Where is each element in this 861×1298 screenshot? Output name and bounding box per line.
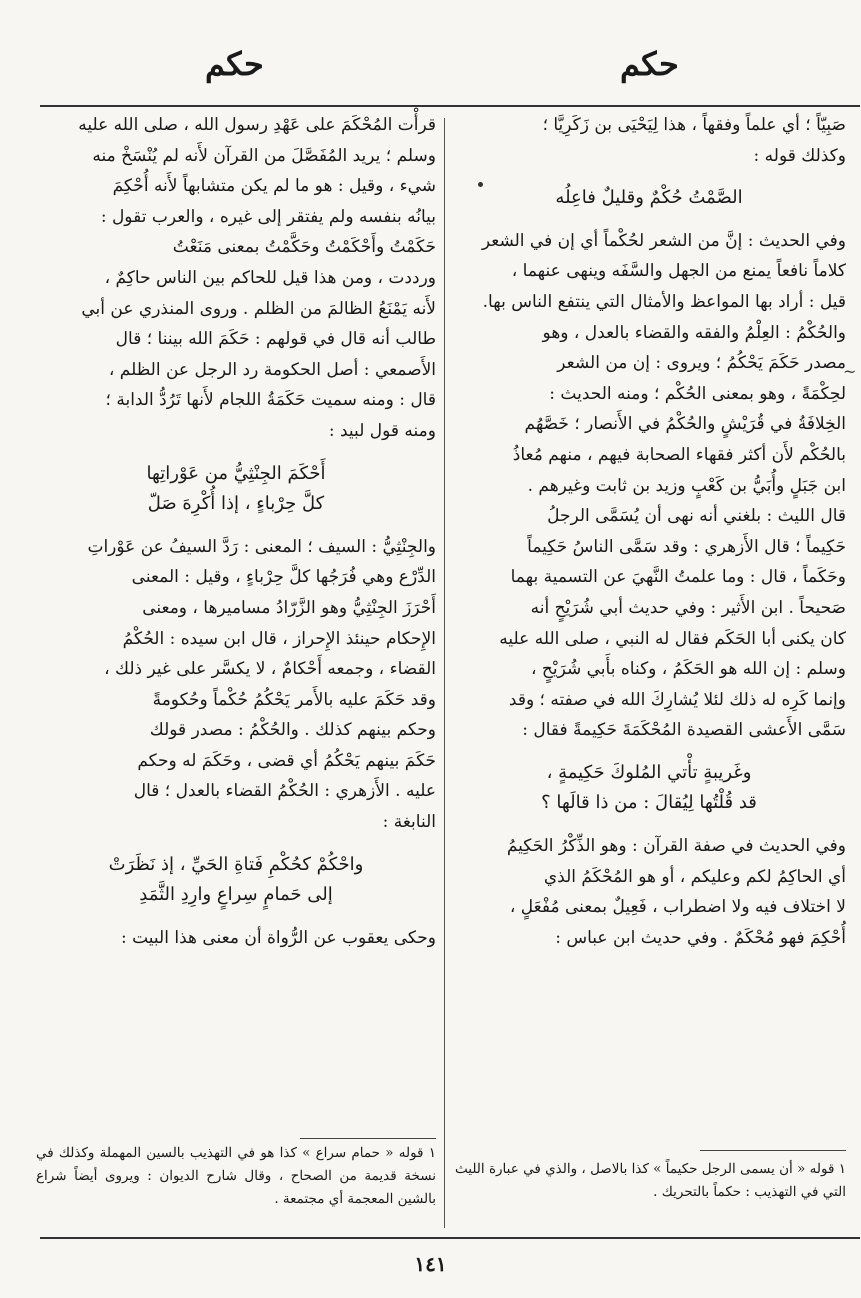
text-line: أَحْرَزَ الجِنْثِيُّ وهو الزَّرّادُ مساميرها ، ومعنى	[142, 597, 436, 618]
text-line: شيء ، وقيل : هو ما لم يكن متشابهاً لأَنه أُحْكِمَ	[112, 176, 436, 197]
text-line: وحَكَماً ، قال : وما علمتُ النَّهيَ عن التسمية بهما	[510, 567, 846, 588]
text-line: ومنه قول لبيد :	[328, 420, 436, 441]
verse-line: كلَّ حِرْباءٍ ، إذا أُكْرِهَ صَلّ	[147, 493, 325, 515]
header-rule	[40, 105, 860, 107]
text-line: والجِنْثِيُّ : السيف ؛ المعنى : رَدَّ السيفُ عن عَوْراتِ	[87, 536, 436, 557]
text-line: وحكم بينهم كذلك . والحُكْمُ : مصدر قولك	[149, 720, 436, 741]
text-line: طالب أنه قال في قولهم : حَكَمَ الله بيننا ؛ قال	[115, 329, 436, 350]
text-line: كلاماً نافعاً يمنع من الجهل والسَّفَه وينهى عنهما ،	[511, 261, 846, 282]
footnote-rule-left	[300, 1138, 436, 1139]
verse-line: أَحْكَمَ الجِنْثِيُّ من عَوْراتِها	[146, 462, 326, 484]
text-line: كان يكنى أبا الحَكَم فقال له النبي ، صلى الله عليه	[499, 628, 846, 649]
text-line: لحِكْمَةً ، وهو بمعنى الحُكْم ؛ ومنه الحديث :	[549, 383, 846, 404]
text-line: صَبِيّاً ؛ أي علماً وفقهاً ، هذا لِيَحْيَى بن زَكَرِيَّا ؛	[542, 115, 846, 135]
text-line: وقد حَكَمَ عليه بالأَمر يَحْكُمُ حُكْماً وحُكومةً	[152, 689, 436, 710]
text-line: وفي الحديث : إنَّ من الشعر لحُكْماً أي إن في الشعر	[481, 230, 846, 251]
margin-mark: ~	[843, 362, 857, 381]
text-line: قيل : أراد بها المواعظ والأمثال التي ينتفع الناس بها.	[482, 291, 846, 312]
text-line: وكذلك قوله :	[753, 145, 846, 166]
page-number: ١٤١	[414, 1252, 447, 1276]
left-column	[36, 110, 436, 953]
text-line: وفي الحديث في صفة القرآن : وهو الذِّكْرُ الحَكِيمُ	[506, 836, 846, 857]
text-line: النابغة :	[382, 812, 436, 833]
column-divider	[444, 118, 445, 1228]
text-line: أُحْكِمَ فهو مُحْكَمٌ . وفي حديث ابن عباس :	[555, 927, 846, 948]
footnote-rule-right	[700, 1150, 846, 1151]
text-line: لا اختلاف فيه ولا اضطراب ، فَعِيلٌ بمعنى مُفْعَلٍ ،	[509, 897, 846, 918]
text-line: حَكِيماً ؛ قال الأَزهري : وقد سَمَّى الناسُ حَكِيماً	[527, 536, 846, 557]
text-line: الخِلافَةُ في قُرَيْشٍ والحُكْمُ في الأَنصار ؛ خَصَّهُم	[524, 414, 846, 435]
text-line: قال الليث : بلغني أنه نهى أن يُسَمَّى الرجلُ	[547, 506, 846, 527]
verse-line: إلى حَمامٍ سِراعٍ وارِدِ الثَّمَدِ	[139, 884, 333, 906]
verse-line: قد قُلْتُها لِيُقالَ : من ذا قالَها ؟	[541, 792, 757, 814]
text-line: القضاء ، وجمعه أَحْكامٌ ، لا يكسَّر على غير ذلك ،	[104, 659, 436, 680]
text-line: بالحُكْم لأَن أكثر فقهاء الصحابة فيهم ، منهم مُعاذُ	[512, 444, 846, 465]
text-line: حَكَمَ بينهم يَحْكُمُ أي قضى ، وحَكَمَ له وحكم	[137, 750, 436, 771]
text-line: وحكى يعقوب عن الرُّواة أن معنى هذا البيت :	[120, 927, 436, 948]
verse-line: الصَّمْتُ حُكْمٌ وقليلٌ فاعِلُه	[555, 187, 743, 209]
text-line: قرأْت المُحْكَمَ على عَهْدِ رسول الله ، صلى الله عليه	[78, 115, 436, 135]
verse-line: واحْكُمْ كحُكْمِ فَتاةِ الحَيِّ ، إذ نَظَرَتْ	[108, 853, 364, 875]
verse-line: وغَريبةٍ تأْتي المُلوكَ حَكِيمةٍ ،	[546, 761, 752, 783]
text-line: وإنما كَرِه له ذلك لئلا يُشارِكَ الله في صفته ؛ وقد	[508, 689, 846, 710]
text-line: لأَنه يَمْنَعُ الظالمَ من الظلم . وروى المنذري عن أبي	[81, 298, 436, 319]
headword-left: حكم	[205, 45, 264, 83]
text-line: الإِحكام حينئذ الإِحراز ، قال ابن سيده : الحُكْمُ	[122, 628, 436, 649]
footnote-right: ١ قوله « أن يسمى الرجل حكيماً » كذا بالاصل ، والذي في عبارة الليث التي في التهذيب : حكماً بالتحريك .	[455, 1161, 846, 1200]
text-line: أي الحاكِمُ لكم وعليكم ، أو هو المُحْكَمُ الذي	[543, 866, 846, 887]
text-line: سَمَّى الأَعشى القصيدة المُحْكَمَةَ حَكِيمةً فقال :	[522, 720, 846, 741]
text-line: حَكَمْتُ وأَحْكَمْتُ وحَكَّمْتُ بمعنى مَنَعْتُ	[172, 237, 436, 258]
right-column	[452, 110, 846, 953]
text-line: ابن جَبَلٍ وأُبَيُّ بن كَعْبٍ وزيد بن ثابت وغيرهم .	[527, 475, 846, 496]
text-line: ورددت ، ومن هذا قيل للحاكم بين الناس حاكِمٌ ،	[104, 267, 436, 288]
text-line: مصدر حَكَمَ يَحْكُمُ ؛ ويروى : إن من الشعر	[557, 353, 846, 374]
text-line: صَحيحاً . ابن الأَثير : وفي حديث أبي شُرَيْحٍ أنه	[530, 597, 846, 618]
footer-rule	[40, 1237, 860, 1239]
text-line: قال : ومنه سميت حَكَمَةُ اللجام لأَنها تَرُدُّ الدابة ؛	[105, 390, 436, 411]
headword-right: حكم	[620, 45, 679, 83]
text-line: الدِّرْع وهي فُرَجُها كلَّ حِرْباءٍ ، وقيل : المعنى	[131, 567, 436, 588]
text-line: بيانُه بنفسه ولم يفتقر إلى غيره ، والعرب تقول :	[100, 206, 436, 227]
text-line: وسلم ؛ يريد المُفَصَّلَ من القرآن لأَنه لم يُنْسَخْ منه	[92, 145, 436, 166]
text-line: والحُكْمُ : العِلْمُ والفقه والقضاء بالعدل ، وهو	[542, 322, 846, 343]
text-line: عليه . الأَزهري : الحُكْمُ القضاء بالعدل ؛ قال	[133, 781, 436, 802]
footnote-left: ١ قوله « حمام سراع » كذا هو في التهذيب بالسين المهملة وكذلك في نسخة قديمة من الصحاح ، وقال شارح الديوان : ويروى أيضاً شراع بالشين المعجمة أي مجتمعة .	[36, 1145, 436, 1207]
ink-dot	[478, 182, 483, 187]
text-line: وسلم : إن الله هو الحَكَمُ ، وكناه بأَبي شُرَيْحٍ ،	[531, 659, 846, 680]
text-line: الأَصمعي : أصل الحكومة رد الرجل عن الظلم ،	[108, 359, 436, 380]
